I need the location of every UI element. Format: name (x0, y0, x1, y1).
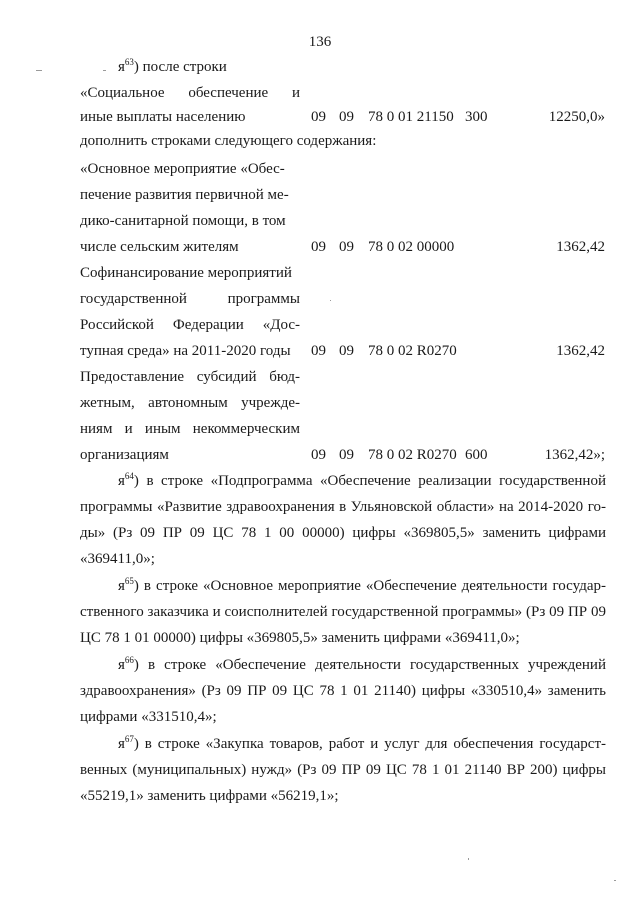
scan-speck (330, 300, 331, 301)
row3-desc-line: Софинансирование мероприятий (80, 265, 292, 281)
row3-cs: 78 0 02 R0270 (368, 343, 457, 359)
row1-desc-line: «Социальное обеспечение и (80, 85, 300, 101)
row3-desc-line: тупная среда» на 2011-2020 годы (80, 343, 291, 359)
item-number: 64 (124, 471, 134, 481)
item-text: ) в строке «Подпрограмма «Обеспечение реализации государственной (133, 473, 606, 489)
row1-cs: 78 0 01 21150 (368, 109, 454, 125)
scan-speck (36, 70, 42, 71)
item-65-line: ЦС 78 1 01 00000) цифры «369805,5» заменить цифрами «369411,0»; (80, 630, 520, 646)
item-67-line: «55219,1» заменить цифрами «56219,1»; (80, 788, 339, 804)
row1-vr: 300 (465, 109, 488, 125)
item-letter: я (118, 578, 125, 594)
item-66-line (118, 656, 606, 674)
item-number: 66 (124, 655, 134, 665)
row1-desc-line: иные выплаты населению (80, 109, 246, 125)
row2-cs: 78 0 02 00000 (368, 239, 455, 255)
item-number: 65 (124, 576, 134, 586)
item-64-line: программы «Развитие здравоохранения в Ульяновской области» на 2014-2020 го- (80, 499, 606, 515)
item-67-line (118, 735, 606, 753)
item-letter: я (118, 59, 125, 75)
item-number: 67 (124, 734, 134, 744)
item-letter: я (118, 473, 125, 489)
row2-desc-line: «Основное мероприятие «Обес- (80, 161, 285, 177)
add-lines-note: дополнить строками следующего содержания: (80, 133, 377, 149)
item-64-line (118, 472, 606, 490)
row1-pr: 09 (339, 109, 354, 125)
item-66-line: цифрами «331510,4»; (80, 709, 217, 725)
item-text: ) после строки (133, 59, 227, 75)
row4-sum: 1362,42»; (544, 447, 605, 463)
item-66-line: здравоохранения» (Рз 09 ПР 09 ЦС 78 1 01 21140) цифры «330510,4» заменить (80, 683, 606, 699)
item-65-line (118, 577, 606, 595)
row4-desc-line: организациям (80, 447, 169, 463)
row1-sum: 12250,0» (548, 109, 605, 125)
item-text: ) в строке «Закупка товаров, работ и услуг для обеспечения государст- (133, 736, 606, 752)
row4-cs: 78 0 02 R0270 (368, 447, 457, 463)
item-text: ) в строке «Обеспечение деятельности государственных учреждений (133, 657, 606, 673)
row2-pr: 09 (339, 239, 354, 255)
scan-speck (614, 880, 616, 881)
row2-desc-line: печение развития первичной ме- (80, 187, 289, 203)
row2-sum: 1362,42 (556, 239, 605, 255)
row3-rz: 09 (311, 343, 326, 359)
item-64-line: ды» (Рз 09 ПР 09 ЦС 78 1 00 00000) цифры «369805,5» заменить цифрами (80, 525, 606, 541)
row1-rz: 09 (311, 109, 326, 125)
scan-speck (468, 858, 469, 860)
item-63-intro (118, 58, 227, 76)
row4-desc-line: Предоставление субсидий бюд- (80, 369, 300, 385)
row4-vr: 600 (465, 447, 488, 463)
row3-desc-line: государственной программы (80, 291, 300, 307)
item-67-line: венных (муниципальных) нужд» (Рз 09 ПР 09 ЦС 78 1 01 21140 ВР 200) цифры (80, 762, 606, 778)
row4-pr: 09 (339, 447, 354, 463)
row2-desc-line: дико-санитарной помощи, в том (80, 213, 286, 229)
row2-desc-line: числе сельским жителям (80, 239, 239, 255)
item-64-line: «369411,0»; (80, 551, 155, 567)
item-letter: я (118, 657, 125, 673)
item-65-line: ственного заказчика и соисполнителей государственной программы» (Рз 09 ПР 09 (80, 604, 606, 620)
row3-desc-line: Российской Федерации «Дос- (80, 317, 300, 333)
row4-desc-line: ниям и иным некоммерческим (80, 421, 300, 437)
scan-speck (103, 70, 106, 71)
row2-rz: 09 (311, 239, 326, 255)
item-letter: я (118, 736, 125, 752)
row4-desc-line: жетным, автономным учрежде- (80, 395, 300, 411)
row3-sum: 1362,42 (556, 343, 605, 359)
row3-pr: 09 (339, 343, 354, 359)
item-number: 63 (124, 57, 134, 67)
page-number: 136 (308, 34, 332, 50)
row4-rz: 09 (311, 447, 326, 463)
item-text: ) в строке «Основное мероприятие «Обеспечение деятельности государ- (133, 578, 606, 594)
